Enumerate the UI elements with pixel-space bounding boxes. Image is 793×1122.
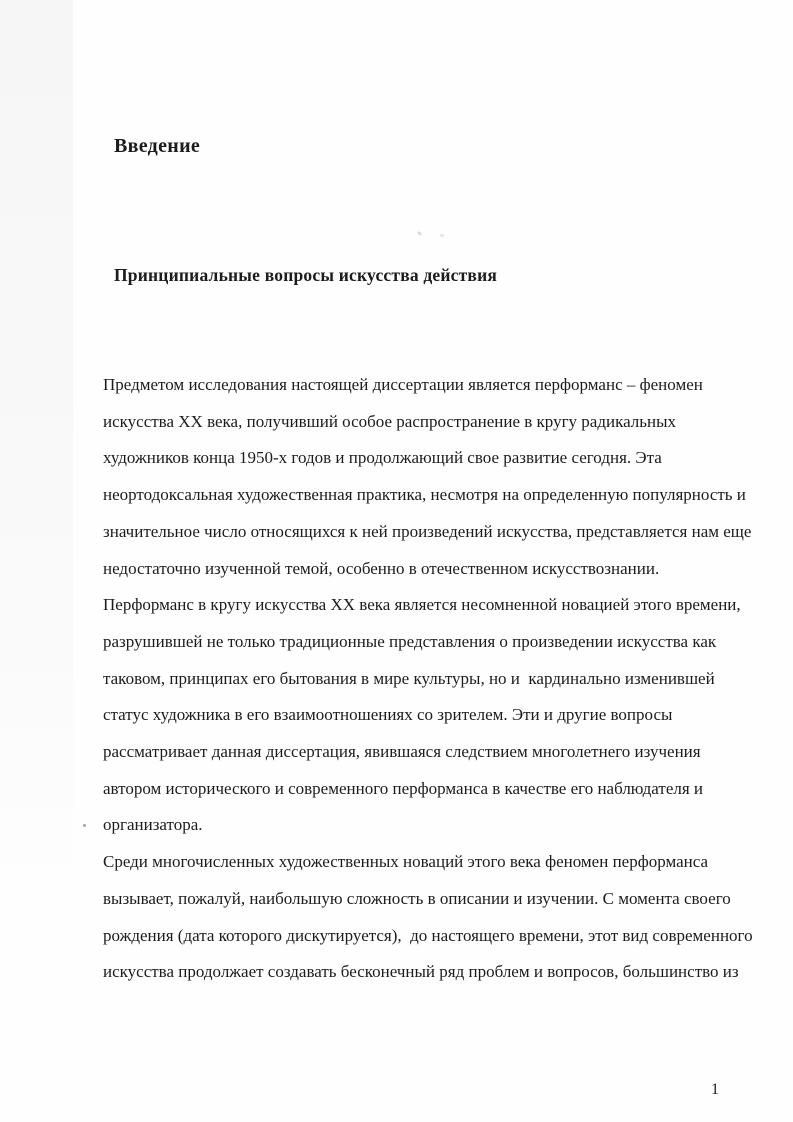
body-line: художников конца 1950-х годов и продолжающий свое развитие сегодня. Эта [103,448,662,468]
page-title: Введение [114,135,201,157]
body-line: значительное число относящихся к ней произведений искусства, представляется нам еще [103,521,752,541]
body-line: автором исторического и современного перформанса в качестве его наблюдателя и [103,778,704,798]
body-line: Перформанс в кругу искусства XX века является несомненной новацией этого времени, [103,595,741,615]
body-line: таковом, принципах его бытования в мире культуры, но и кардинально изменившей [103,668,715,688]
body-line: статус художника в его взаимоотношениях со зрителем. Эти и другие вопросы [103,705,673,725]
body-line: искусства XX века, получивший особое распространение в кругу радикальных [103,411,677,431]
body-line: рождения (дата которого дискутируется), до настоящего времени, этот вид современного [103,925,753,945]
section-heading: Принципиальные вопросы искусства действия [114,265,498,285]
body-line: организатора. [103,815,203,835]
body-line: неортодоксальная художественная практика, несмотря на определенную популярность и [103,485,746,505]
scan-speck [417,231,423,237]
page-number: 1 [711,1081,719,1098]
body-line: искусства продолжает создавать бесконечный ряд проблем и вопросов, большинство из [103,962,739,982]
body-line: вызывает, пожалуй, наибольшую сложность в описании и изучении. С момента своего [103,888,731,908]
body-text [103,367,763,991]
body-line: рассматривает данная диссертация, явившаяся следствием многолетнего изучения [103,742,701,762]
scan-speck [440,234,444,237]
body-line: Предметом исследования настоящей диссертации является перформанс – феномен [103,375,703,394]
body-line: разрушившей не только традиционные представления о произведении искусства как [103,631,717,651]
scan-edge-shading [0,0,73,905]
scan-speck [83,824,86,827]
body-line: Среди многочисленных художественных новаций этого века феномен перформанса [103,852,709,872]
body-line: недостаточно изученной темой, особенно в отечественном искусствознании. [103,558,660,578]
